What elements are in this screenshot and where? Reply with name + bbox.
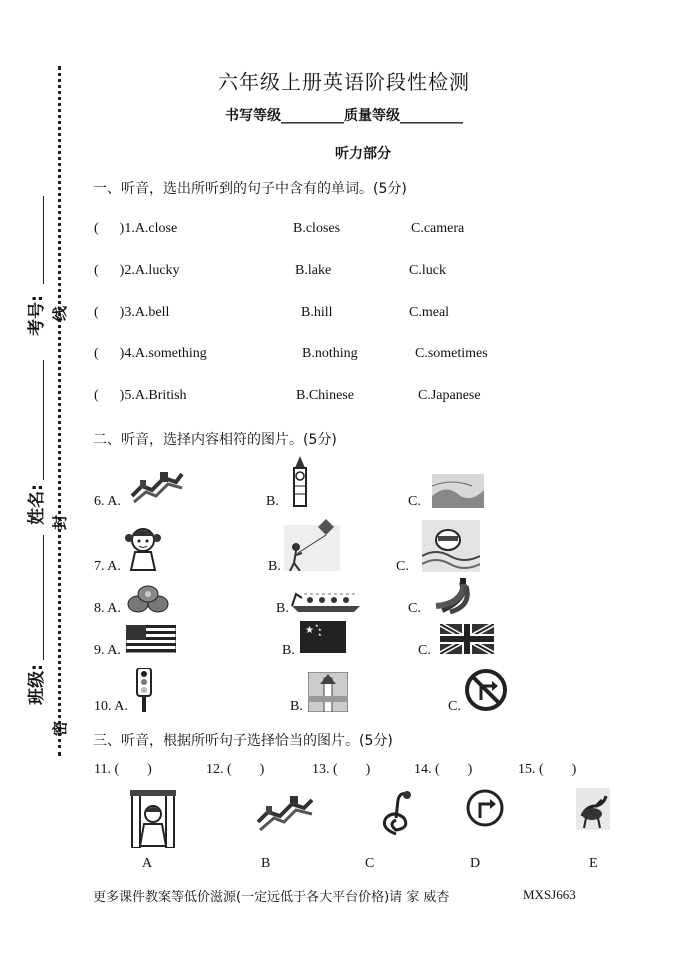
seal-char-line: 线 <box>51 305 70 322</box>
picture-label-c: C <box>365 856 375 871</box>
q3-option-c: C.meal <box>409 305 450 320</box>
footer-code: MXSJ663 <box>523 887 576 902</box>
uk-flag-icon <box>440 624 494 654</box>
great-wall-icon <box>130 466 184 504</box>
q3-option-b: B.hill <box>301 305 333 320</box>
no-right-turn-icon <box>464 668 508 712</box>
q6-label-c: C. <box>408 494 421 509</box>
q5-stem: ( )5.A.British <box>94 388 187 403</box>
section3-heading: 三、听音，根据所听句子选择恰当的图片。(5分) <box>93 733 393 749</box>
answer-15[interactable]: 15. ( ) <box>518 762 577 777</box>
q3-stem: ( )3.A.bell <box>94 305 170 320</box>
class-label: 班级: <box>26 664 47 705</box>
svg-text:★: ★ <box>318 627 322 632</box>
section1-heading: 一、听音，选出所听到的句子中含有的单词。(5分) <box>93 181 407 197</box>
q7-label-c: C. <box>396 559 409 574</box>
q6-label-b: B. <box>266 494 279 509</box>
dragon-boat-icon <box>290 586 362 612</box>
grade-line: 书写等级_________质量等级_________ <box>225 108 463 124</box>
picture-label-b: B <box>261 856 271 871</box>
q7-label-a: 7. A. <box>94 559 121 574</box>
q2-option-b: B.lake <box>295 263 332 278</box>
turn-right-sign-icon <box>466 788 504 828</box>
swimmer-icon <box>422 520 480 572</box>
listening-heading: 听力部分 <box>335 146 391 162</box>
binding-dotted-line <box>58 66 61 756</box>
q6-label-a: 6. A. <box>94 494 121 509</box>
q9-label-a: 9. A. <box>94 643 121 658</box>
q2-option-c: C.luck <box>409 263 446 278</box>
q2-stem: ( )2.A.lucky <box>94 263 180 278</box>
answer-14[interactable]: 14. ( ) <box>414 762 473 777</box>
q5-option-b: B.Chinese <box>296 388 354 403</box>
picture-label-a: A <box>142 856 153 871</box>
q10-label-b: B. <box>290 699 303 714</box>
desert-icon <box>432 474 484 508</box>
mooncakes-icon <box>126 584 172 614</box>
china-flag-icon <box>300 621 346 653</box>
answer-13[interactable]: 13. ( ) <box>312 762 371 777</box>
q1-option-b: B.closes <box>293 221 341 236</box>
answer-11[interactable]: 11. ( ) <box>94 762 152 777</box>
svg-text:★: ★ <box>305 625 314 636</box>
seal-char-seal: 封 <box>51 514 70 531</box>
picture-label-d: D <box>470 856 481 871</box>
page-title: 六年级上册英语阶段性检测 <box>218 70 470 94</box>
q4-option-c: C.sometimes <box>415 346 488 361</box>
seal-char-secret: 密 <box>51 720 70 737</box>
answer-12[interactable]: 12. ( ) <box>206 762 265 777</box>
section2-heading: 二、听音，选择内容相符的图片。(5分) <box>93 432 337 448</box>
q10-label-a: 10. A. <box>94 699 128 714</box>
exam-no-label: 考号: <box>26 295 47 336</box>
q9-label-c: C. <box>418 643 431 658</box>
q4-stem: ( )4.A.something <box>94 346 207 361</box>
bananas-icon <box>432 578 472 614</box>
q8-label-b: B. <box>276 601 289 616</box>
svg-text:★: ★ <box>315 623 319 628</box>
go-straight-sign-icon <box>308 672 348 712</box>
girl-at-gate-icon <box>126 790 180 848</box>
girl-icon <box>124 524 162 572</box>
picture-label-e: E <box>589 856 598 871</box>
q4-option-b: B.nothing <box>302 346 358 361</box>
great-wall-icon-2 <box>256 790 314 832</box>
exam-no-underline <box>43 196 44 284</box>
q10-label-c: C. <box>448 699 461 714</box>
bull-statue-icon <box>576 788 610 830</box>
traffic-light-icon <box>134 668 154 712</box>
q7-label-b: B. <box>268 559 281 574</box>
q8-label-a: 8. A. <box>94 601 121 616</box>
class-underline <box>43 535 44 660</box>
snake-coil-icon <box>376 788 416 838</box>
q5-option-c: C.Japanese <box>418 388 481 403</box>
usa-flag-icon <box>126 625 176 653</box>
kite-runner-icon <box>284 517 340 571</box>
q8-label-c: C. <box>408 601 421 616</box>
q9-label-b: B. <box>282 643 295 658</box>
q1-option-c: C.camera <box>411 221 465 236</box>
name-underline <box>43 360 44 480</box>
svg-text:★: ★ <box>318 632 322 637</box>
big-ben-icon <box>289 456 311 508</box>
name-label: 姓名: <box>26 484 47 525</box>
q1-stem: ( )1.A.close <box>94 221 178 236</box>
footer-note: 更多课件教案等低价滋源(一定远低于各大平台价格)请 家 威杏 <box>93 890 450 905</box>
